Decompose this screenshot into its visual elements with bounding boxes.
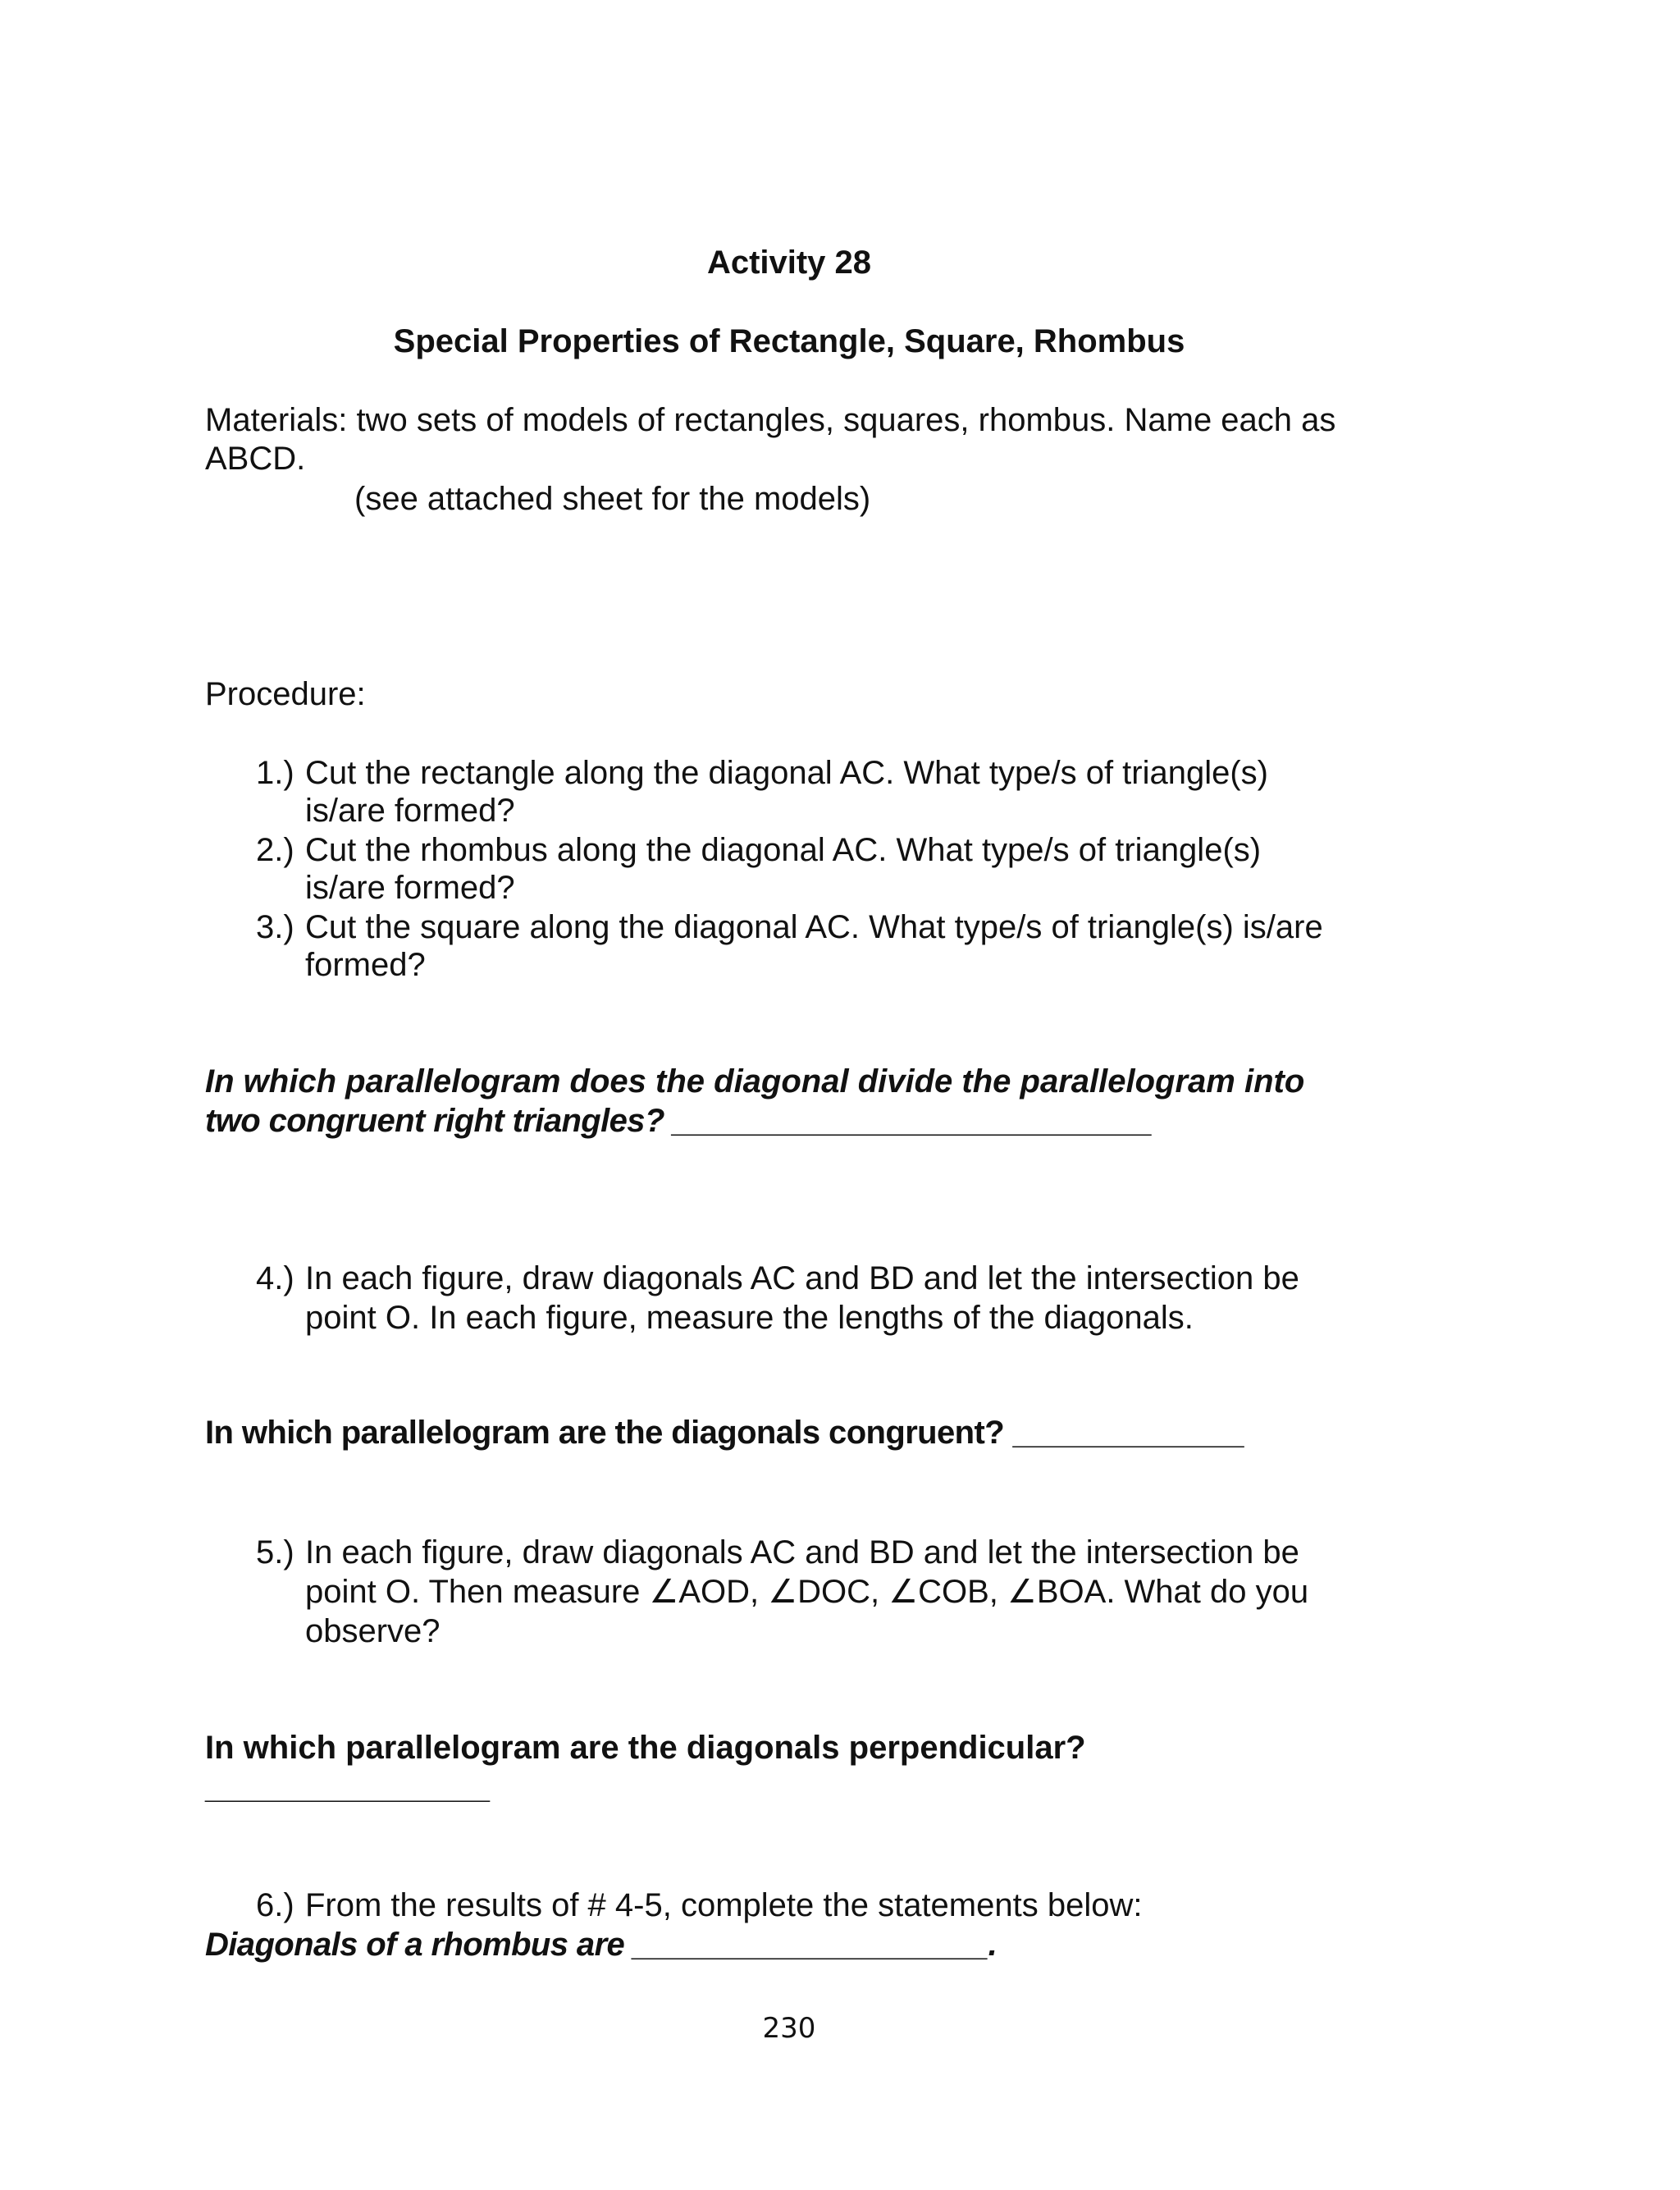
question-diagonals-congruent: In which parallelogram are the diagonals congruent? _____________ (205, 1415, 1244, 1451)
item-4-number: 4.) (256, 1260, 294, 1296)
procedure-heading: Procedure: (205, 676, 366, 712)
question-diagonals-perpendicular: In which parallelogram are the diagonals perpendicular? (205, 1730, 1086, 1766)
item-5-text-cont-2: observe? (305, 1613, 441, 1649)
statement-rhombus-diagonals: Diagonals of a rhombus are ____________________. (205, 1927, 998, 1963)
procedure-item-1-text-cont: is/are formed? (305, 793, 515, 829)
procedure-item-1-number: 1.) (256, 755, 294, 791)
materials-note: (see attached sheet for the models) (354, 481, 871, 517)
procedure-item-3-number: 3.) (256, 909, 294, 945)
activity-title: Activity 28 (706, 245, 872, 281)
procedure-item-3-text: Cut the square along the diagonal AC. What type/s of triangle(s) is/are (305, 909, 1323, 945)
item-4-text-cont: point O. In each figure, measure the lengths of the diagonals. (305, 1300, 1194, 1336)
item-6-text: From the results of # 4-5, complete the statements below: (305, 1887, 1143, 1923)
materials-line-1: Materials: two sets of models of rectangles, squares, rhombus. Name each as (205, 402, 1336, 438)
page-number: 230 (762, 2012, 816, 2045)
procedure-item-2-number: 2.) (256, 832, 294, 868)
answer-blank-perpendicular: ________________ (205, 1769, 490, 1805)
item-6-number: 6.) (256, 1887, 294, 1923)
procedure-item-2-text-cont: is/are formed? (305, 870, 515, 906)
item-4-text: In each figure, draw diagonals AC and BD and let the intersection be (305, 1260, 1299, 1296)
procedure-item-2-text: Cut the rhombus along the diagonal AC. What type/s of triangle(s) (305, 832, 1262, 868)
item-5-text-cont: point O. Then measure ∠AOD, ∠DOC, ∠COB, ∠BOA. What do you (305, 1574, 1309, 1610)
procedure-item-3-text-cont: formed? (305, 947, 426, 983)
materials-line-2: ABCD. (205, 441, 306, 477)
item-5-text: In each figure, draw diagonals AC and BD and let the intersection be (305, 1534, 1299, 1570)
question-right-triangles-line-1: In which parallelogram does the diagonal divide the parallelogram into (205, 1063, 1305, 1100)
activity-subtitle: Special Properties of Rectangle, Square, Rhombus (393, 323, 1185, 359)
item-5-number: 5.) (256, 1534, 294, 1570)
question-right-triangles-line-2: two congruent right triangles? ___________________________ (205, 1103, 1153, 1139)
procedure-item-1-text: Cut the rectangle along the diagonal AC. What type/s of triangle(s) (305, 755, 1269, 791)
